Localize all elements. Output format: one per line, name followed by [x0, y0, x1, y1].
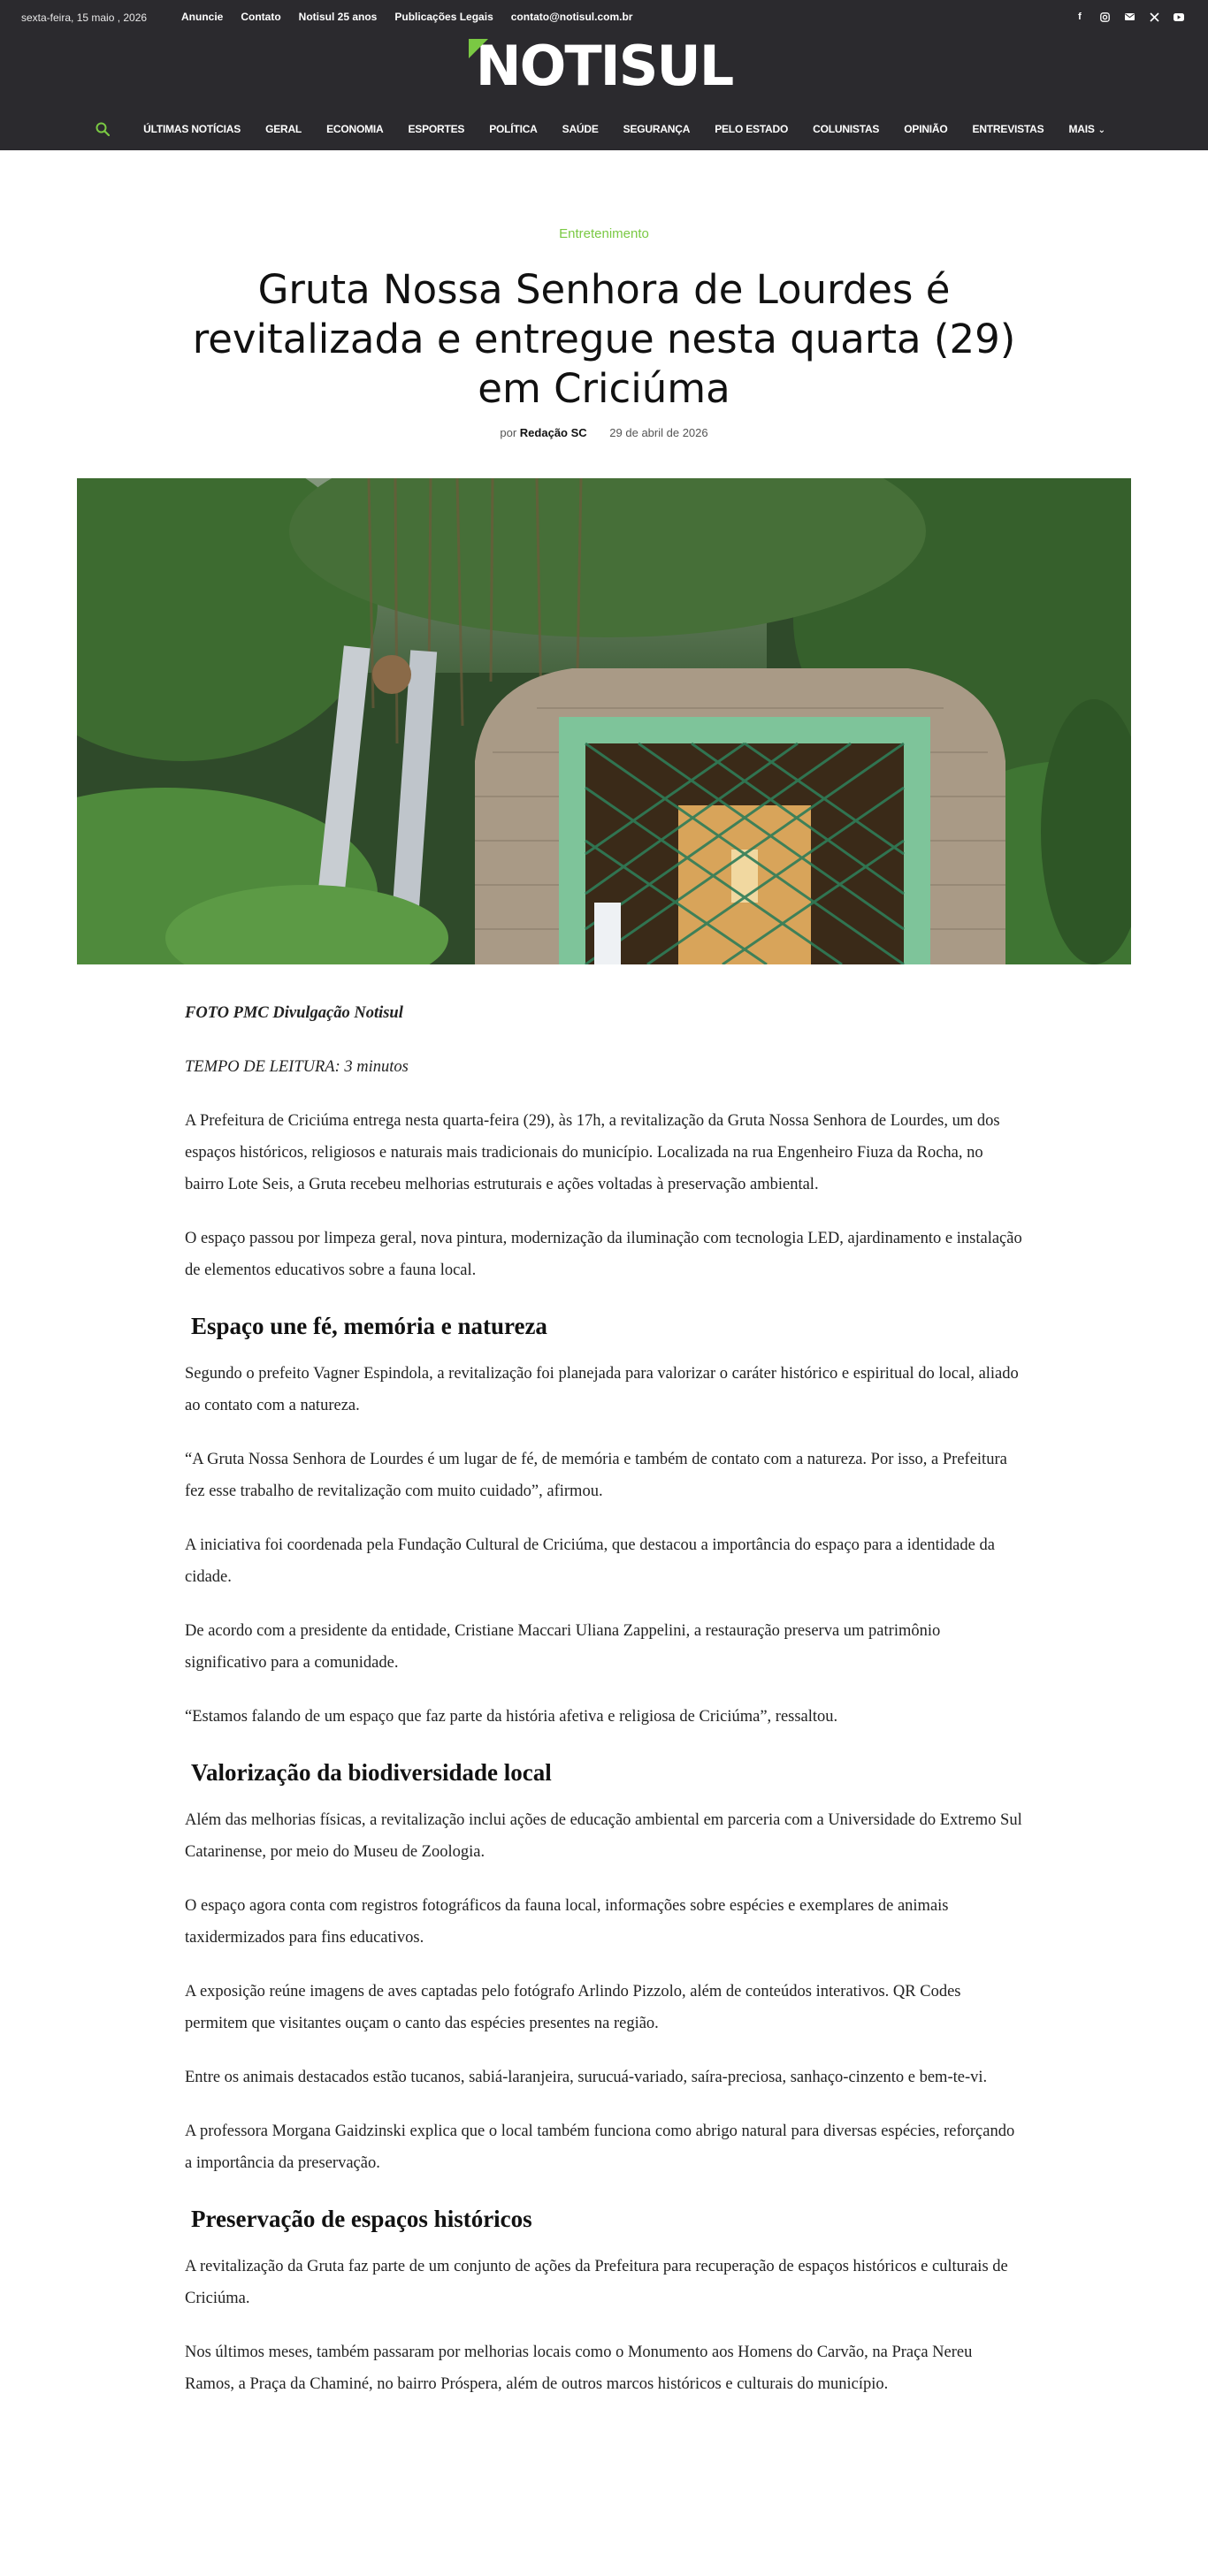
nav-item-geral[interactable]: GERAL [265, 123, 302, 135]
top-links [181, 11, 632, 23]
social-links [1072, 9, 1187, 25]
article-meta [0, 426, 1208, 439]
youtube-icon[interactable] [1171, 9, 1187, 25]
paragraph: A professora Morgana Gaidzinski explica que o local também funciona como abrigo natural para diversas espécies, reforçando a importância da preservação. [185, 2123, 1015, 2172]
paragraph: Além das melhorias físicas, a revitalização inclui ações de educação ambiental em parceria com a Universidade do Extremo Sul Catarinense, por meio do Museu de Zoologia. [185, 1811, 1022, 1861]
article-body [185, 997, 1025, 2422]
nav-item-entrevistas[interactable]: ENTREVISTAS [972, 123, 1044, 135]
paragraph: A iniciativa foi coordenada pela Fundação Cultural de Criciúma, que destacou a importância do espaço para a identidade da cidade. [185, 1536, 995, 1586]
nav-item-pelo-estado[interactable]: PELO ESTADO [715, 123, 789, 135]
reading-time: TEMPO DE LEITURA: 3 minutos [185, 1058, 409, 1076]
top-link-contato[interactable]: Contato [241, 11, 281, 23]
article-category[interactable]: Entretenimento [559, 226, 649, 241]
top-link-notisul-25-anos[interactable]: Notisul 25 anos [298, 11, 378, 23]
nav-item-colunistas[interactable]: COLUNISTAS [813, 123, 880, 135]
top-link-email[interactable]: contato@notisul.com.br [510, 11, 633, 23]
facebook-icon[interactable]: f [1078, 11, 1082, 22]
paragraph: De acordo com a presidente da entidade, Cristiane Maccari Uliana Zappelini, a restauração preserva um patrimônio significativo para a comunidade. [185, 1622, 941, 1672]
nav-item-seguranca[interactable]: SEGURANÇA [623, 123, 691, 135]
search-icon[interactable] [90, 122, 115, 136]
article-date: 29 de abril de 2026 [609, 426, 708, 439]
photo-caption: FOTO PMC Divulgação Notisul [185, 1004, 403, 1022]
top-bar [0, 0, 1208, 35]
section-heading: Preservação de espaços históricos [191, 2206, 532, 2232]
article-author[interactable]: Redação SC [519, 426, 587, 439]
section-heading: Espaço une fé, memória e natureza [191, 1313, 547, 1339]
chevron-down-icon: ⌄ [1097, 126, 1105, 135]
nav-item-mais-label: MAIS [1068, 123, 1095, 135]
paragraph: A revitalização da Gruta faz parte de um conjunto de ações da Prefeitura para recuperação de espaços históricos e culturais de Criciúma. [185, 2258, 1008, 2307]
nav-item-esportes[interactable]: ESPORTES [408, 123, 465, 135]
paragraph: O espaço agora conta com registros fotográficos da fauna local, informações sobre espécies e exemplares de animais taxidermizados para fins educativos. [185, 1897, 949, 1947]
site-logo[interactable] [469, 34, 739, 98]
nav-item-economia[interactable]: ECONOMIA [326, 123, 384, 135]
logo-accent-mark [469, 39, 488, 58]
site-header [0, 0, 1208, 150]
article-title: Gruta Nossa Senhora de Lourdes é revitalizada e entregue nesta quarta (29) em Criciúma [192, 266, 1016, 412]
paragraph: O espaço passou por limpeza geral, nova pintura, modernização da iluminação com tecnologia LED, ajardinamento e instalação de elementos educativos sobre a fauna local. [185, 1230, 1022, 1279]
nav-item-ultimas-noticias[interactable]: ÚLTIMAS NOTÍCIAS [143, 123, 241, 135]
nav-item-politica[interactable]: POLÍTICA [489, 123, 538, 135]
top-link-anuncie[interactable]: Anuncie [181, 11, 224, 23]
paragraph: Segundo o prefeito Vagner Espindola, a revitalização foi planejada para valorizar o caráter histórico e espiritual do local, aliado ao contato com a natureza. [185, 1365, 1019, 1414]
paragraph: “A Gruta Nossa Senhora de Lourdes é um lugar de fé, de memória e também de contato com a natureza. Por isso, a Prefeitura fez esse trabalho de revitalização com muito cuidado”, afirmou. [185, 1451, 1007, 1500]
paragraph: A Prefeitura de Criciúma entrega nesta quarta-feira (29), às 17h, a revitalização da Gruta Nossa Senhora de Lourdes, um dos espaços históricos, religiosos e naturais mais tradicionais do município. Localizada na rua Engenheiro Fiuza da Rocha, no bairro Lote Seis, a Gruta recebeu melhorias estruturais e ações voltadas à preservação ambiental. [185, 1112, 1000, 1193]
hero-image [77, 478, 1131, 964]
section-heading: Valorização da biodiversidade local [191, 1759, 552, 1786]
paragraph: “Estamos falando de um espaço que faz parte da história afetiva e religiosa de Criciúma”, ressaltou. [185, 1708, 838, 1726]
paragraph: Entre os animais destacados estão tucanos, sabiá-laranjeira, surucuá-variado, saíra-preciosa, sanhaço-cinzento e bem-te-vi. [185, 2069, 988, 2086]
instagram-icon[interactable] [1097, 9, 1112, 25]
nav-item-opiniao[interactable]: OPINIÃO [904, 123, 948, 135]
byline-prefix: por [500, 426, 517, 439]
paragraph: Nos últimos meses, também passaram por melhorias locais como o Monumento aos Homens do Carvão, na Praça Nereu Ramos, a Praça da Chaminé, no bairro Próspera, além de outros marcos históricos e culturais do município. [185, 2344, 973, 2393]
paragraph: A exposição reúne imagens de aves captadas pelo fotógrafo Arlindo Pizzolo, além de conteúdos interativos. QR Codes permitem que visitantes ouçam o canto das espécies presentes na região. [185, 1983, 961, 2032]
logo-text: NOTISUL [475, 34, 733, 98]
nav-item-saude[interactable]: SAÚDE [562, 123, 599, 135]
mail-icon[interactable] [1121, 9, 1137, 25]
main-nav [0, 113, 1208, 145]
top-link-publicacoes-legais[interactable]: Publicações Legais [394, 11, 493, 23]
current-date: sexta-feira, 15 maio , 2026 [21, 11, 148, 24]
nav-item-mais[interactable] [1056, 123, 1117, 135]
x-icon[interactable] [1146, 9, 1162, 25]
